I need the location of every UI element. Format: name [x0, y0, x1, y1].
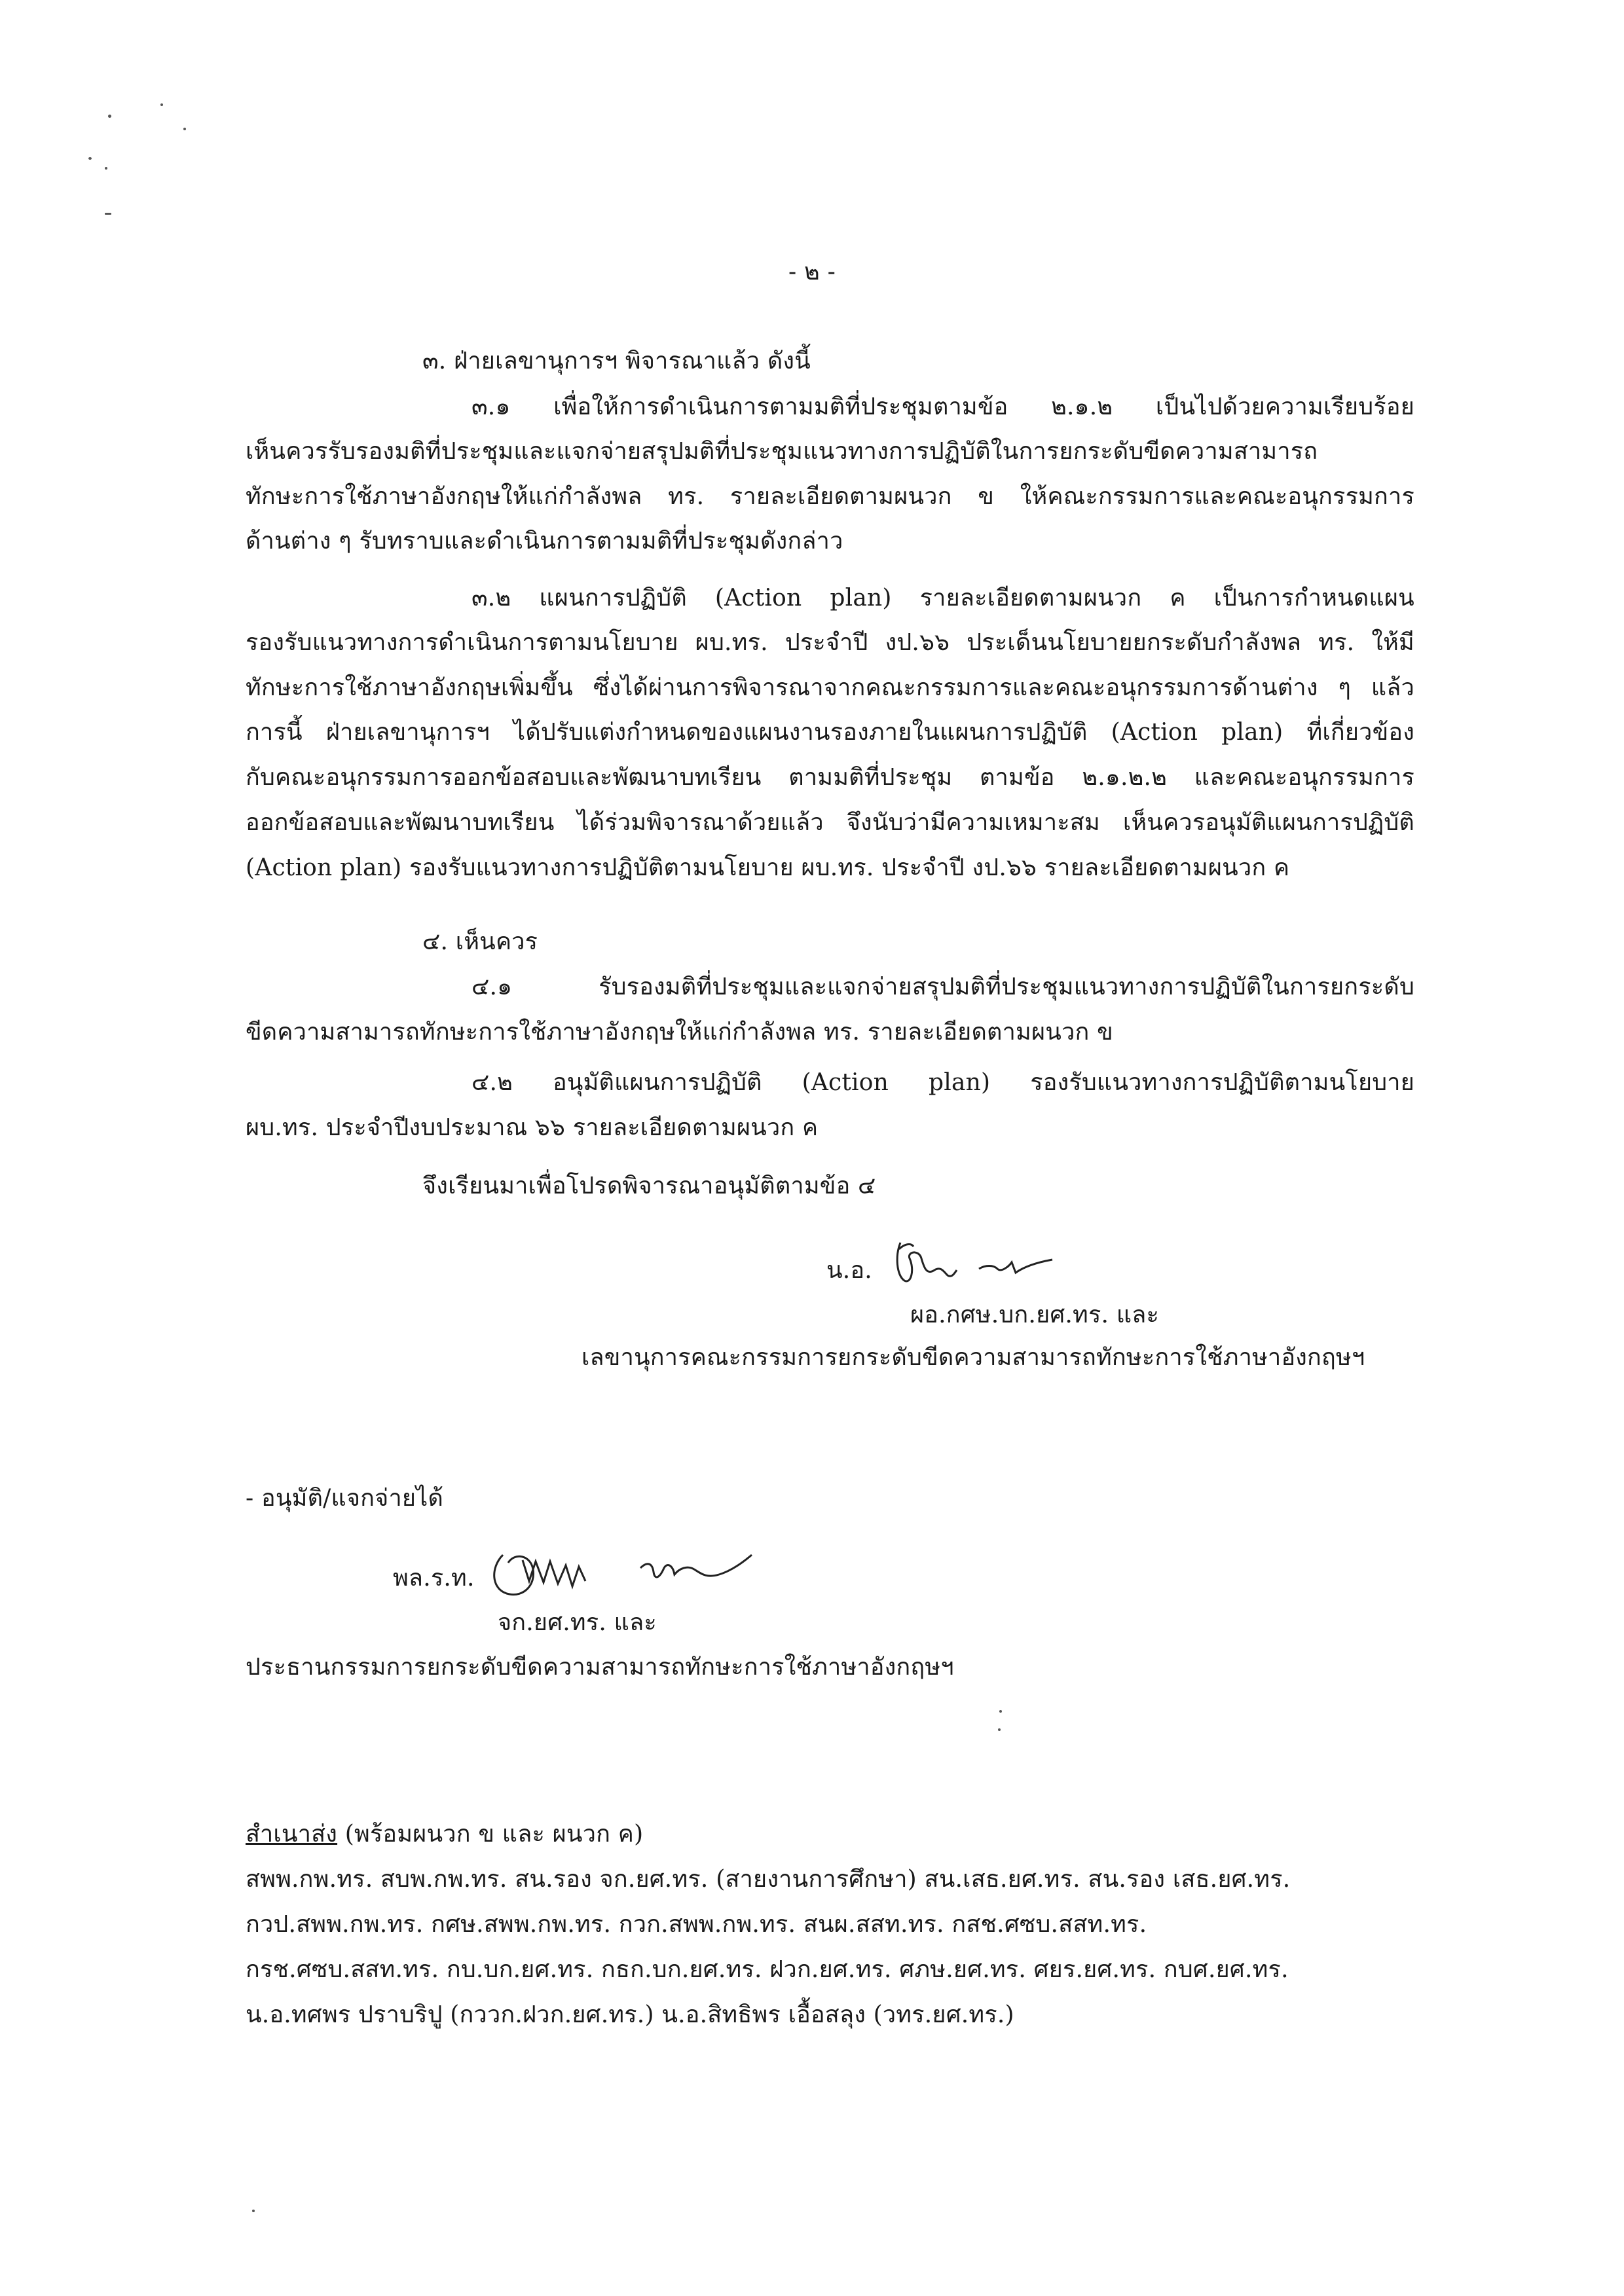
- distribution-line: กวป.สพพ.กพ.ทร. กศษ.สพพ.กพ.ทร. กวก.สพพ.กพ.ทร. สนผ.สสท.ทร. กสช.ศซบ.สสท.ทร.: [246, 1911, 1147, 1938]
- paragraph-3-1-line: ทักษะการใช้ภาษาอังกฤษให้แก่กำลังพล ทร. รายละเอียดตามผนวก ข ให้คณะกรรมการและคณะอนุกรรมการ: [246, 483, 1414, 510]
- scan-speck: [999, 1710, 1002, 1713]
- paragraph-3-1-line: ด้านต่าง ๆ รับทราบและดำเนินการตามมติที่ประชุมดังกล่าว: [246, 528, 843, 555]
- section-3-heading: ๓. ฝ่ายเลขานุการฯ พิจารณาแล้ว ดังนี้: [422, 348, 811, 374]
- scan-speck: [160, 103, 163, 106]
- paragraph-3-2-line: ทักษะการใช้ภาษาอังกฤษเพิ่มขึ้น ซึ่งได้ผ่านการพิจารณาจากคณะกรรมการและคณะอนุกรรมการด้านต่าง ๆ แล้ว: [246, 674, 1414, 701]
- paragraph-3-1-line: ๓.๑ เพื่อให้การดำเนินการตามมติที่ประชุมตามข้อ ๒.๑.๒ เป็นไปด้วยความเรียบร้อย: [471, 393, 1414, 420]
- paragraph-3-2-line: ๓.๒ แผนการปฏิบัติ (Action plan) รายละเอียดตามผนวก ค เป็นการกำหนดแผน: [471, 585, 1414, 611]
- paragraph-4-2-line: ๔.๒ อนุมัติแผนการปฏิบัติ (Action plan) รองรับแนวทางการปฏิบัติตามนโยบาย: [471, 1069, 1414, 1096]
- distribution-heading: [246, 1819, 643, 1850]
- scan-speck: [998, 1728, 1001, 1731]
- scan-speck: [105, 167, 107, 170]
- paragraph-4-1-line: ขีดความสามารถทักษะการใช้ภาษาอังกฤษให้แก่กำลังพล ทร. รายละเอียดตามผนวก ข: [246, 1019, 1113, 1046]
- scan-speck: [252, 2210, 255, 2212]
- paragraph-3-1-line: เห็นควรรับรองมติที่ประชุมและแจกจ่ายสรุปมติที่ประชุมแนวทางการปฏิบัติในการยกระดับขีดความสามารถ: [246, 438, 1318, 465]
- paragraph-3-2-line: รองรับแนวทางการดำเนินการตามนโยบาย ผบ.ทร. ประจำปี งป.๖๖ ประเด็นนโยบายยกระดับกำลังพล ทร. ให้มี: [246, 629, 1414, 656]
- paragraph-4-1-line: ๔.๑ รับรองมติที่ประชุมและแจกจ่ายสรุปมติที่ประชุมแนวทางการปฏิบัติในการยกระดับ: [471, 974, 1414, 1000]
- paragraph-3-2-line: (Action plan) รองรับแนวทางการปฏิบัติตามนโยบาย ผบ.ทร. ประจำปี งป.๖๖ รายละเอียดตามผนวก ค: [246, 854, 1290, 881]
- scan-speck: [108, 115, 111, 118]
- signer-1-position-line: เลขานุการคณะกรรมการยกระดับขีดความสามารถทักษะการใช้ภาษาอังกฤษฯ: [581, 1344, 1365, 1371]
- signer-1-signature: [881, 1230, 1058, 1295]
- signer-2-position-line: จก.ยศ.ทร. และ: [498, 1609, 657, 1636]
- distribution-line: สพพ.กพ.ทร. สบพ.กพ.ทร. สน.รอง จก.ยศ.ทร. (สายงานการศึกษา) สน.เสธ.ยศ.ทร. สน.รอง เสธ.ยศ.ทร.: [246, 1866, 1291, 1893]
- scan-speck: [183, 128, 186, 130]
- scan-speck: [105, 213, 111, 215]
- page-number: - ๒ -: [788, 259, 836, 285]
- section-4-heading: ๔. เห็นควร: [422, 928, 538, 955]
- paragraph-3-2-line: กับคณะอนุกรรมการออกข้อสอบและพัฒนาบทเรียน ตามมติที่ประชุม ตามข้อ ๒.๑.๒.๒ และคณะอนุกรรมการ: [246, 764, 1414, 791]
- paragraph-3-2-line: การนี้ ฝ่ายเลขานุการฯ ได้ปรับแต่งกำหนดของแผนงานรองภายในแผนการปฏิบัติ (Action plan) ที่เกี่ยวข้อง: [246, 719, 1414, 746]
- scan-speck: [88, 157, 92, 160]
- distribution-line: กรช.ศซบ.สสท.ทร. กบ.บก.ยศ.ทร. กธก.บก.ยศ.ทร. ฝวก.ยศ.ทร. ศภษ.ยศ.ทร. ศยร.ยศ.ทร. กบศ.ยศ.ทร.: [246, 1956, 1289, 1983]
- signer-1-position-line: ผอ.กศษ.บก.ยศ.ทร. และ: [910, 1302, 1160, 1328]
- signer-1-rank: น.อ.: [826, 1257, 872, 1284]
- closing-sentence: จึงเรียนมาเพื่อโปรดพิจารณาอนุมัติตามข้อ ๔: [422, 1173, 876, 1199]
- paragraph-4-2-line: ผบ.ทร. ประจำปีงบประมาณ ๖๖ รายละเอียดตามผนวก ค: [246, 1114, 819, 1141]
- signer-2-position-line: ประธานกรรมการยกระดับขีดความสามารถทักษะการใช้ภาษาอังกฤษฯ: [246, 1654, 954, 1681]
- distribution-heading-label: สำเนาส่ง: [246, 1821, 338, 1848]
- approval-note: - อนุมัติ/แจกจ่ายได้: [246, 1485, 444, 1512]
- distribution-heading-note: (พร้อมผนวก ข และ ผนวก ค): [337, 1821, 644, 1848]
- paragraph-3-2-line: ออกข้อสอบและพัฒนาบทเรียน ได้ร่วมพิจารณาด้วยแล้ว จึงนับว่ามีความเหมาะสม เห็นควรอนุมัติแผนการปฏิบัติ: [246, 809, 1414, 836]
- signer-2-signature: [483, 1529, 758, 1607]
- signer-2-rank: พล.ร.ท.: [393, 1565, 475, 1592]
- distribution-line: น.อ.ทศพร ปราบริปู (กววก.ฝวก.ยศ.ทร.) น.อ.สิทธิพร เอื้อสลุง (วทร.ยศ.ทร.): [246, 2001, 1014, 2028]
